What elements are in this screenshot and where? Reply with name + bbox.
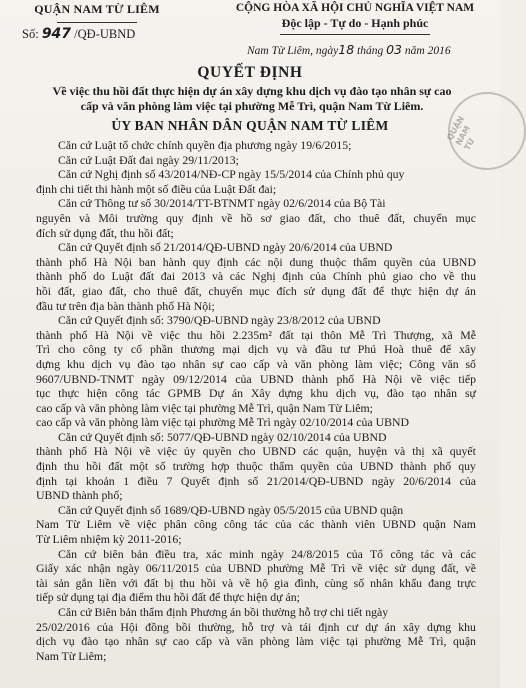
paragraph-line: tài sản gắn liền với đất bị thu hồi và về hộ gia đình, cùng số nhân khẩu đang trực <box>36 575 476 590</box>
paragraph-line: tiếp sử dụng tại địa điểm thu hồi đất để thực hiện dự án; <box>36 590 300 605</box>
paragraph-line: Giấy xác nhận ngày 06/11/2015 của UBND phường Mễ Trì về việc sử dụng đất, về <box>36 561 476 576</box>
legal-basis-paragraph <box>36 503 476 547</box>
paragraph-line: Căn cứ Luật Đất đai ngày 29/11/2013; <box>58 152 239 167</box>
paragraph-line: Căn cứ biên bản điều tra, xác minh ngày 24/8/2015 của Tổ công tác và các <box>58 546 476 561</box>
paragraph-line: thành phố Hà Nội về việc ủy quyền cho UBND các quận, huyện và thị xã quyết <box>36 444 476 459</box>
paragraph-line: Căn cứ Quyết định số: 3790/QĐ-UBND ngày 23/8/2012 của UBND <box>58 313 381 328</box>
header-right-divider <box>280 34 430 35</box>
legal-basis-paragraph <box>36 167 476 196</box>
paragraph-line: Căn cứ Thông tư số 30/2014/TT-BTNMT ngày 02/6/2014 của Bộ Tài <box>58 196 386 211</box>
paragraph-line: cao cấp và văn phòng làm việc tại phường Mễ Trì, quận Nam Từ Liêm; <box>36 400 373 415</box>
paragraph-line: thành phố do Luật đất đai 2013 và các Nghị định của Chính phủ giao cho về thu <box>36 269 476 284</box>
paragraph-line: đích sử dụng đất, thu hồi đất; <box>36 225 174 240</box>
committee-heading: ỦY BAN NHÂN DÂN QUẬN NAM TỪ LIÊM <box>111 118 389 133</box>
paragraph-line: Trì cho công ty cổ phần thương mại dịch vụ và đầu tư Phú Hoà thuê để xây <box>36 342 477 357</box>
paragraph-line: dựng khu dịch vụ đào tạo nhân sự cao cấp và văn phòng làm việc; Công văn số <box>36 356 476 371</box>
paragraph-line: Căn cứ Quyết định số: 5077/QĐ-UBND ngày 02/10/2014 của UBND <box>58 429 387 444</box>
paragraph-line: nguyên và Môi trường quy định về hồ sơ giao đất, cho thuê đất, chuyển mục <box>36 210 476 225</box>
date-prefix: Nam Từ Liêm, ngày <box>247 45 339 57</box>
paragraph-line: thành phố Hà Nội ban hành quy định các nội dung thuộc thẩm quyền của UBND <box>36 254 476 269</box>
national-header-block <box>224 0 486 35</box>
paragraph-line: Căn cứ Biên bản thẩm định Phương án bồi thường hỗ trợ chi tiết ngày <box>58 605 389 619</box>
paragraph-line: 9607/UBND-TNMT ngày 09/12/2014 của UBND thành phố Hà Nội về việc tiếp <box>36 371 477 386</box>
header-left-divider <box>57 22 137 23</box>
date-day: 18 <box>338 42 355 57</box>
issuing-authority-block <box>22 0 172 23</box>
paragraph-line: Từ Liêm nhiệm kỳ 2011-2016; <box>36 532 182 547</box>
paragraph-line: cao cấp và văn phòng làm việc tại phường Mễ Trì ngày 02/10/2014 của UBND <box>36 415 410 430</box>
document-number-value: 947 <box>41 26 72 42</box>
paragraph-line: định tại khoản 1 điều 7 Quyết định số 21/2014/QĐ-UBND ngày 20/6/2014 của <box>36 473 476 488</box>
document-title: QUYẾT ĐỊNH <box>197 64 303 81</box>
date-year: năm 2016 <box>404 45 451 57</box>
legal-basis-paragraph <box>36 430 476 503</box>
paragraph-line: Căn cứ Nghị định số 43/2014/NĐ-CP ngày 15/5/2014 của Chính phủ quy <box>58 167 405 182</box>
legal-basis-paragraph <box>36 153 476 168</box>
paragraph-line: UBND thành phố; <box>36 488 123 503</box>
issue-date-line <box>247 42 451 57</box>
legal-basis-paragraph <box>36 547 476 605</box>
legal-basis-paragraph <box>36 605 476 663</box>
paragraph-line: Căn cứ Luật tổ chức chính quyền địa phương ngày 19/6/2015; <box>58 138 352 152</box>
document-body <box>36 138 476 663</box>
paragraph-line: thành phố Hà Nội về việc thu hồi 2.235m² đất tại thôn Mễ Trì Thượng, xã Mễ <box>36 327 476 342</box>
seal-text: QUẬN NAM TỪ <box>445 114 477 152</box>
paragraph-line: dịch vụ đào tạo nhân sự cao cấp và văn phòng làm việc tại phường Mễ Trì, quận <box>36 634 476 649</box>
subject-line: cấp và văn phòng làm việc tại phường Mễ Trì, quận Nam Từ Liêm. <box>80 99 424 113</box>
legal-basis-paragraph <box>36 138 476 153</box>
paragraph-line: định chi tiết thi hành một số điều của Luật Đất đai; <box>36 181 277 196</box>
paragraph-line: tục thực hiện công tác GPMB Dự án Xây dựng khu dịch vụ, đào tạo nhân sự <box>36 386 476 401</box>
issuing-organization: QUẬN NAM TỪ LIÊM <box>34 2 160 16</box>
paragraph-line: Căn cứ Quyết định số 1689/QĐ-UBND ngày 05/5/2015 của UBND quận <box>58 502 404 517</box>
document-subject <box>34 84 470 114</box>
document-number-suffix: /QĐ-UBND <box>74 27 136 41</box>
paragraph-line: định thu hồi đất một số trường hợp thuộc thẩm quyền của UBND thành phố quy <box>36 459 476 474</box>
legal-basis-paragraph <box>36 196 476 240</box>
national-title: CỘNG HÒA XÃ HỘI CHỦ NGHĨA VIỆT NAM <box>235 2 475 14</box>
paragraph-line: Nam Từ Liêm về việc phân công công tác của các thành viên UBND quận Nam <box>36 517 476 532</box>
subject-line: Về việc thu hồi đất thực hiện dự án xây dựng khu dịch vụ đào tạo nhân sự cao <box>52 84 452 98</box>
paragraph-line: hồi đất, giao đất, cho thuê đất, chuyển mục đích sử dụng đất để thực hiện dự án <box>36 283 476 298</box>
document-number-label: Số: <box>22 27 39 41</box>
paragraph-line: Căn cứ Quyết định số 21/2014/QĐ-UBND ngày 20/6/2014 của UBND <box>58 240 393 255</box>
paragraph-line: đầu tư trên địa bàn thành phố Hà Nội; <box>36 298 215 313</box>
paragraph-line: 25/02/2016 của Hội đồng bồi thường, hỗ trợ và tái định cư dự án xây dựng khu <box>36 619 476 634</box>
paragraph-line: Nam Từ Liêm; <box>36 648 107 663</box>
date-month-label: tháng <box>357 45 384 57</box>
document-number <box>22 26 135 42</box>
legal-basis-paragraph <box>36 313 476 430</box>
date-month: 03 <box>386 42 403 57</box>
national-motto: Độc lập - Tự do - Hạnh phúc <box>281 16 429 30</box>
legal-basis-paragraph <box>36 240 476 313</box>
